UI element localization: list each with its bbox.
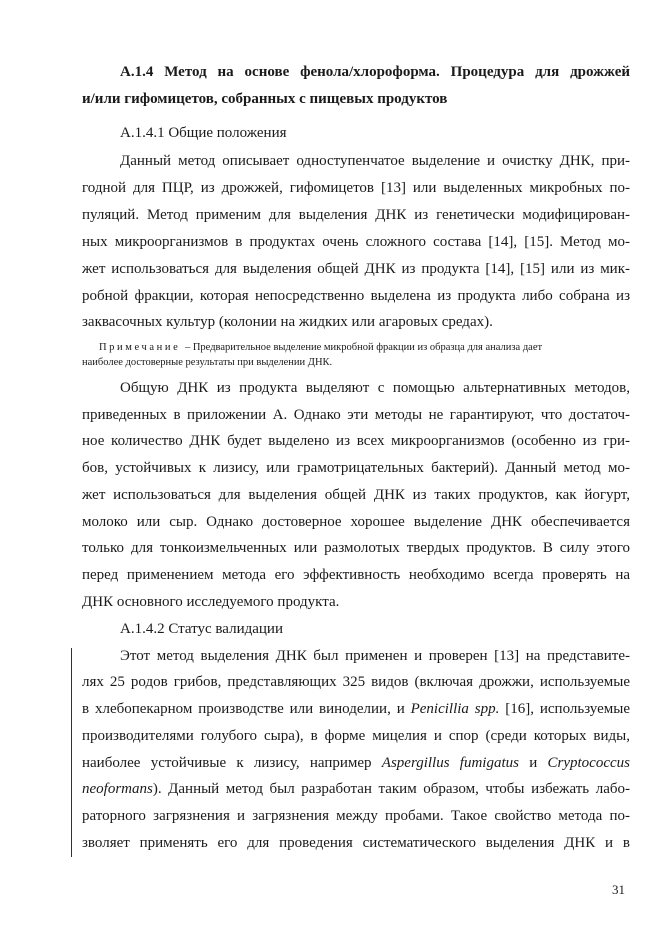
paragraph-line: Данный метод описывает одноступенчатое выделение и очистку ДНК, при-	[120, 153, 630, 169]
section-heading-continued: и/или гифомицетов, собранных с пищевых продуктов	[82, 91, 448, 107]
paragraph-line: пуляций. Метод применим для выделения ДНК из генетически модифицирован-	[82, 207, 630, 223]
paragraph-line: ное количество ДНК будет выделено из всех микроорганизмов (особенно из гри-	[82, 433, 630, 449]
section-heading: А.1.4 Метод на основе фенола/хлороформа. Процедура для дрожжей	[120, 64, 630, 80]
text-run: в хлебопекарном производстве или виноделии, и	[82, 701, 411, 717]
paragraph-line: бов, устойчивых к лизису, или грамотрицательных бактерий). Данный метод мо-	[82, 460, 630, 476]
paragraph-line: Этот метод выделения ДНК был применен и проверен [13] на представите-	[120, 648, 630, 664]
paragraph-line: лях 25 родов грибов, представляющих 325 видов (включая дрожжи, используемые	[82, 674, 630, 690]
paragraph-line: жет использоваться для выделения общей ДНК из таких продуктов, как йогурт,	[82, 487, 630, 503]
paragraph-line: робной фракции, которая непосредственно выделена из продукта либо собрана из	[82, 288, 630, 304]
subsection-title-validation: А.1.4.2 Статус валидации	[120, 621, 283, 637]
paragraph-line: годной для ПЦР, из дрожжей, гифомицетов [13] или выделенных микробных по-	[82, 180, 630, 196]
paragraph-line: зволяет применять его для проведения систематического выделения ДНК и в	[82, 835, 630, 851]
paragraph-line: производителями голубого сыра), в форме мицелия и спор (среди которых виды,	[82, 728, 630, 744]
paragraph-line: приведенных в приложении А. Однако эти методы не гарантируют, что достаточ-	[82, 407, 630, 423]
species-name: Penicillia spp.	[410, 701, 500, 717]
species-name: Cryptococcus	[547, 755, 630, 771]
paragraph-line	[82, 780, 630, 798]
paragraph-line: перед применением метода его эффективность необходимо всегда проверять на	[82, 567, 630, 583]
paragraph-line: только для тонкоизмельченных или размолотых твердых продуктов. В силу этого	[82, 540, 630, 556]
paragraph-line: раторного загрязнения и загрязнения между пробами. Такое свойство метода по-	[82, 808, 630, 824]
note-label: Примечание	[99, 342, 181, 353]
paragraph-line: ДНК основного исследуемого продукта.	[82, 594, 340, 610]
paragraph-line	[82, 754, 630, 772]
text-run: наиболее устойчивые к лизису, например	[82, 755, 382, 771]
species-name: neoformans	[82, 781, 153, 797]
page-number: 31	[612, 882, 625, 897]
paragraph-line: жет использоваться для выделения общей ДНК из продукта [14], [15] или из мик-	[82, 261, 630, 277]
note-text: – Предварительное выделение микробной фракции из образца для анализа дает	[182, 342, 543, 353]
paragraph-line: молоко или сыр. Однако достоверное хорошее выделение ДНК обеспечивается	[82, 514, 630, 530]
paragraph-line: Общую ДНК из продукта выделяют с помощью альтернативных методов,	[120, 380, 630, 396]
paragraph-line: ных микроорганизмов в продуктах очень сложного состава [14], [15]. Метод мо-	[82, 234, 630, 250]
text-run: [16], используемые	[499, 701, 630, 717]
text-run: ). Данный метод был разработан таким образом, чтобы избежать лабо-	[152, 781, 630, 797]
subsection-title-general: А.1.4.1 Общие положения	[120, 125, 287, 141]
note-continued: наиболее достоверные результаты при выделении ДНК.	[82, 357, 333, 368]
paragraph-line	[82, 700, 630, 718]
text-run: и	[518, 755, 548, 771]
paragraph-line: заквасочных культур (колонии на жидких или агаровых средах).	[82, 314, 493, 330]
note	[99, 341, 630, 354]
species-name: Aspergillus fumigatus	[381, 755, 519, 771]
change-bar	[71, 648, 72, 857]
